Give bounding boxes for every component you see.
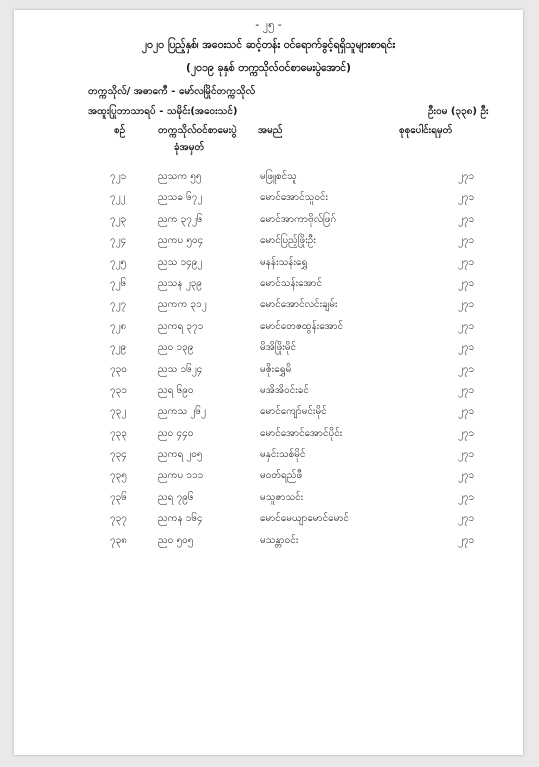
header-name: အမည် [258,125,283,136]
row-name: မောင်ပြည့်ဖြိုးဦး [260,235,316,247]
row-marks: ၂၇၁ [458,171,475,182]
row-reg: ညဝ ၄၄၀ [158,427,194,439]
table-row [14,273,523,294]
row-name: မောင်သန်းအောင် [260,277,323,289]
table-row [14,487,523,508]
row-serial: ၇၃၃ [110,427,127,439]
document-page [14,10,523,755]
row-reg: ညကရ ၂၀၅ [158,449,203,461]
row-reg: ညသက ၅၅ [158,171,202,182]
row-reg: ညသခ ၆၇၂ [158,192,203,204]
table-row [14,465,523,486]
header-marks: စုစုပေါင်းရမှတ် [399,125,453,136]
row-name: မသူဇာသင်း [260,491,304,503]
row-name: မအိအိဝင်းခင် [260,384,309,396]
row-name: မဇိုးရွှေမိ [260,363,292,375]
row-serial: ၇၃၁ [110,384,127,396]
university-label: တက္ကသိုလ်/ အဓာကေီ - မော်လမြိုင်တက္ကသိုလ် [88,86,256,97]
table-row [14,316,523,337]
row-reg: ညရ ၆၉၀ [158,384,194,396]
table-row [14,252,523,273]
row-reg: ညကပ ၁၁၁ [158,470,204,482]
row-marks: ၂၇၁ [458,277,475,289]
header-reg-line1: တက္ကသိုလ်ဝင်စာမေးပွဲ [158,125,237,136]
table-row [14,359,523,380]
row-serial: ၇၃၂ [110,406,127,418]
document-title: ၂၀၂၀ ပြည့်နှစ်၊ အဝေးသင် ဆင့်တန်း ဝင်ရောက်ခွင့်ရရှိသူများစာရင်း [141,39,396,51]
row-name: မောင်ကျော်မင်းမိုင် [260,406,327,418]
table-row [14,530,523,551]
row-serial: ၇၂၃ [110,213,127,225]
row-serial: ၇၂၉ [110,342,127,354]
row-reg: ညဝ ၁၃၉ [158,342,194,354]
row-name: မောင်အောင်သူဝင်း [260,192,329,204]
row-serial: ၇၂၂ [110,192,126,204]
row-serial: ၇၂၈ [110,320,127,332]
row-serial: ၇၂၆ [110,277,127,289]
table-row [14,423,523,444]
row-reg: ညက ၃၇၂၆ [158,213,203,225]
row-reg: ညသ ၁၄၉၂ [158,256,203,268]
results-table [14,166,523,551]
row-marks: ၂၇၁ [458,342,475,354]
row-name: မသန္တာဝင်း [260,534,299,546]
row-reg: ညရ ၇၉၆ [158,491,194,503]
row-name: မနှင်းသစ်မိုင် [260,449,306,461]
row-serial: ၇၂၄ [110,235,127,247]
row-marks: ၂၇၁ [458,363,475,375]
row-name: မောင်အောင်လင်းချမ်း [260,299,338,311]
row-name: မောင်အာကာဗိုလ်ဖြဂ် [260,213,337,225]
row-reg: ညသ ၁၆၂၄ [158,363,203,375]
row-marks: ၂၇၁ [458,427,475,439]
table-row [14,401,523,422]
row-reg: ညကသ ၂၆၂ [158,406,206,418]
table-row [14,166,523,187]
row-name: မောင်မေယျာမောင်မောင် [260,513,349,525]
row-serial: ၇၃၇ [110,513,127,525]
table-row [14,508,523,529]
row-reg: ညသန ၂၃၉ [158,277,202,289]
row-reg: ညကက ၃၁၂ [158,299,207,311]
row-marks: ၂၇၁ [458,491,475,503]
row-marks: ၂၇၁ [458,470,475,482]
document-subtitle: (၂၀၁၉ ခုနှစ် တက္ကသိုလ်ဝင်စာမေးပွဲအောင်) [186,62,351,74]
row-marks: ၂၇၁ [458,256,475,268]
row-marks: ၂၇၁ [458,406,475,418]
row-serial: ၇၃၈ [110,534,127,546]
row-serial: ၇၃၅ [110,470,127,482]
row-marks: ၂၇၁ [458,235,475,247]
row-serial: ၇၃၄ [110,449,127,461]
row-marks: ၂၇၁ [458,192,475,204]
row-marks: ၂၇၁ [458,299,475,311]
row-name: မောင်တေဇထွန်းအောင် [260,320,344,332]
row-serial: ၇၂၅ [110,256,127,268]
row-marks: ၂၇၁ [458,513,475,525]
header-reg-line2: ခုံအမှတ် [174,142,205,153]
table-row [14,294,523,315]
row-reg: ညကန ၁၆၄ [158,513,203,525]
table-row [14,444,523,465]
row-marks: ၂၇၁ [458,449,475,461]
row-name: မောင်အောင်အောင်ပိုင်း [260,427,343,439]
row-marks: ၂၇၁ [458,384,475,396]
row-marks: ၂၇၁ [458,213,475,225]
table-row [14,337,523,358]
row-serial: ၇၃၆ [110,491,127,503]
page-number: - ၂၅ - [255,18,282,31]
row-name: မိအိဖြိုးမိုင် [260,342,297,354]
row-reg: ညကပ ၅၀၄ [158,235,204,247]
table-row [14,230,523,251]
table-row [14,380,523,401]
specialization-label: အထူးပြုဘာသာရပ် - သမိုင်း(အဝေးသင်) [88,106,238,117]
row-marks: ၂၇၁ [458,320,475,332]
row-reg: ညဝ ၅၀၅ [158,534,194,546]
row-serial: ၇၃၀ [110,363,127,375]
row-serial: ၇၂၇ [110,299,127,311]
row-reg: ညကရ ၃၇၁ [158,320,204,332]
row-name: မနန်းသန်းရွှေ [260,256,308,268]
header-serial: စဉ် [114,125,126,136]
table-row [14,209,523,230]
total-count-label: ဦးဝမ (၃၃၈) ဦး [428,106,489,117]
row-name: မဖြူစင်သူ [260,171,297,182]
table-row [14,187,523,208]
row-serial: ၇၂၁ [110,171,127,182]
row-name: မဝတ်ရည်ဖီ [260,470,303,482]
row-marks: ၂၇၁ [458,534,475,546]
